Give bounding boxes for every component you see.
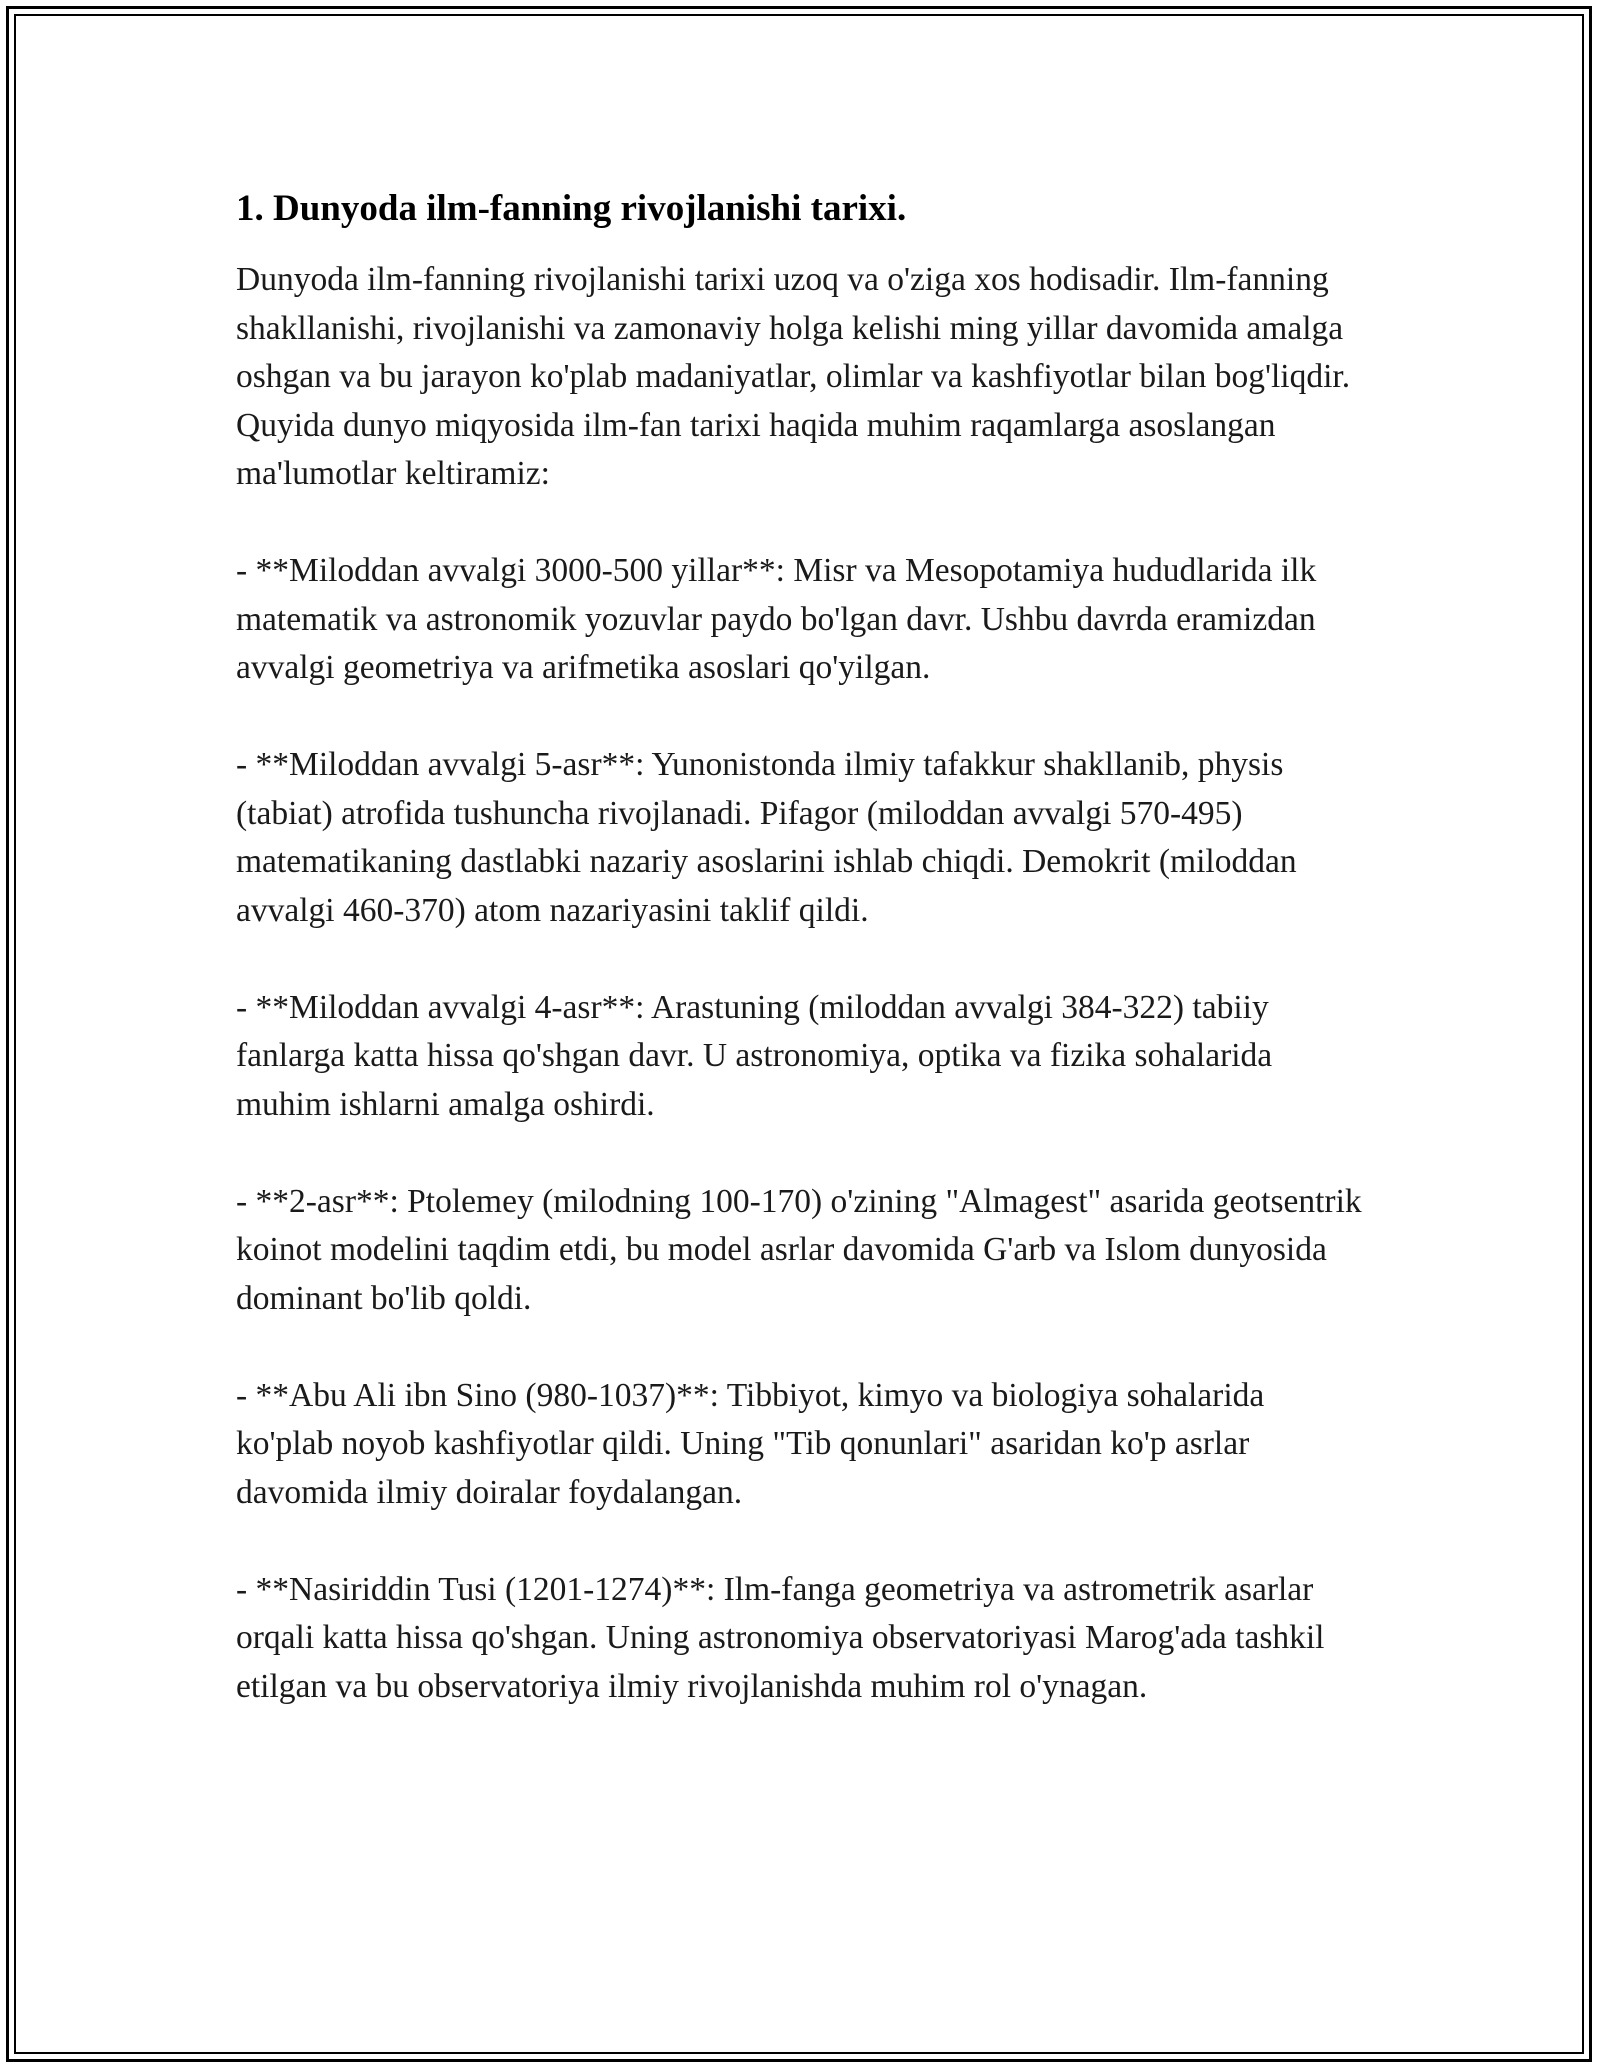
section-heading: 1. Dunyoda ilm-fanning rivojlanishi tarixi.: [236, 188, 907, 229]
list-item-ptolemy: - **2-asr**: Ptolemey (milodning 100-170) o'zining "Almagest" asarida geotsentrik koinot modelini taqdim etdi, bu model asrlar davomida G'arb va Islom dunyosida dominant bo'lib qoldi.: [236, 1182, 1362, 1317]
list-item-aristotle-4th-century: - **Miloddan avvalgi 4-asr**: Arastuning (miloddan avvalgi 384-322) tabiiy fanlarga katta hissa qo'shgan davr. U astronomiya, optika va fizika sohalarida muhim ishlarni amalga oshirdi.: [236, 988, 1273, 1123]
list-item-ibn-sino: - **Abu Ali ibn Sino (980-1037)**: Tibbiyot, kimyo va biologiya sohalarida ko'plab noyob kashfiyotlar qildi. Uning "Tib qonunlari" asaridan ko'p asrlar davomida ilmiy doiralar foydalangan.: [236, 1376, 1265, 1511]
document-body: [236, 186, 1366, 1760]
intro-paragraph: Dunyoda ilm-fanning rivojlanishi tarixi uzoq va o'ziga xos hodisadir. Ilm-fanning shakllanishi, rivojlanishi va zamonaviy holga kelishi ming yillar davomida amalga oshgan va bu jarayon ko'plab madaniyatlar, olimlar va kashfiyotlar bilan bog'liqdir. Quyida dunyo miqyosida ilm-fan tarixi haqida muhim raqamlarga asoslangan ma'lumotlar keltiramiz:: [236, 261, 1351, 492]
list-item-greece-5th-century: - **Miloddan avvalgi 5-asr**: Yunonistonda ilmiy tafakkur shakllanib, physis (tabiat) atrofida tushuncha rivojlanadi. Pifagor (miloddan avvalgi 570-495) matematikaning dastlabki nazariy asoslarini ishlab chiqdi. Demokrit (miloddan avvalgi 460-370) atom nazariyasini taklif qildi.: [236, 746, 1297, 929]
list-item-egypt-mesopotamia: - **Miloddan avvalgi 3000-500 yillar**: Misr va Mesopotamiya hududlarida ilk matematik va astronomik yozuvlar paydo bo'lgan davr. Ushbu davrda eramizdan avvalgi geometriya va arifmetika asoslari qo'yilgan.: [236, 552, 1317, 686]
list-item-nasiriddin-tusi: - **Nasiriddin Tusi (1201-1274)**: Ilm-fanga geometriya va astrometrik asarlar orqali katta hissa qo'shgan. Uning astronomiya observatoriyasi Marog'ada tashkil etilgan va bu observatoriya ilmiy rivojlanishda muhim rol o'ynagan.: [236, 1570, 1325, 1705]
